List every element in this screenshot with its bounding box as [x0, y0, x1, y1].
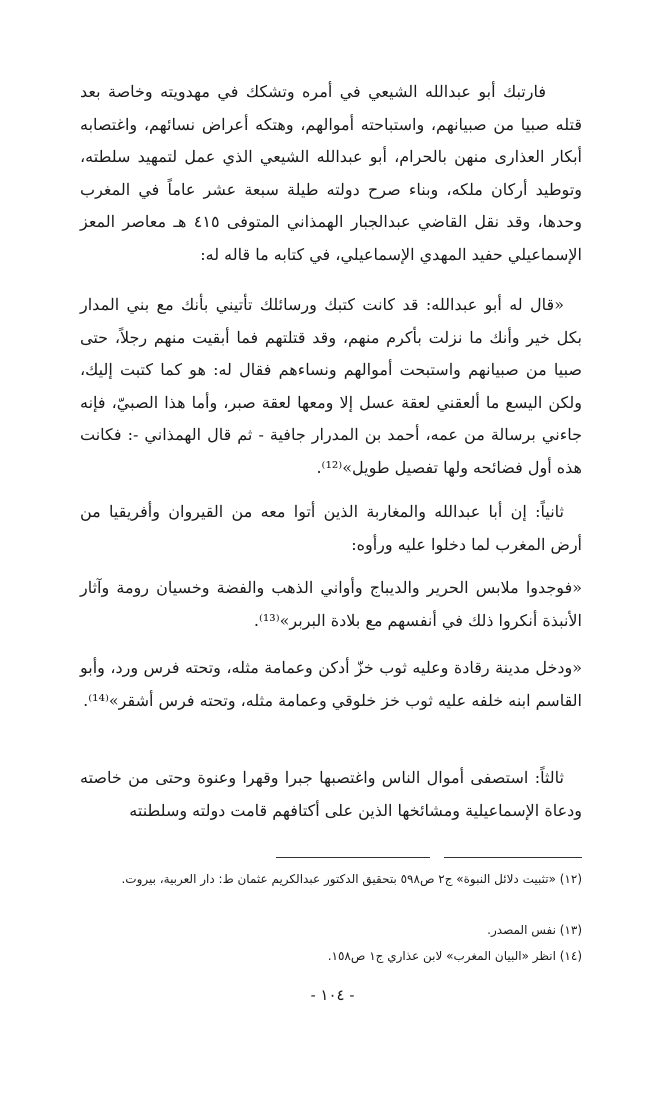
footnote-13: (١٣) نفس المصدر. — [487, 923, 582, 937]
footnote-separator-gap — [430, 854, 444, 860]
footnote-separator — [276, 857, 582, 858]
body-paragraph-5: «ودخل مدينة رقادة وعليه ثوب خزّ أدكن وعمامة مثله، وتحته فرس ورد، وأبو القاسم ابنه خلفه عليه ثوب خز خلوقي وعمامة مثله، وتحته فرس أشقر»⁽¹⁴⁾. — [80, 658, 582, 710]
footnote-12: (١٢) «تثبيت دلائل النبوة» ج٢ ص٥٩٨ بتحقيق الدكتور عبدالكريم عثمان ط: دار العربية، بيروت. — [121, 872, 582, 886]
body-paragraph-3: ثانياً: إن أبا عبدالله والمغاربة الذين أتوا معه من القيروان وأفريقيا من أرض المغرب لما دخلوا عليه ورأوه: — [80, 502, 582, 554]
body-paragraph-6: ثالثاً: استصفى أموال الناس واغتصبها جبرا وقهرا وعنوة وحتى من خاصته ودعاة الإسماعيلية ومشائخها الذين على أكتافهم قامت دولته وسلطنته — [80, 768, 582, 820]
body-paragraph-2: «قال له أبو عبدالله: قد كانت كتبك ورسائلك تأتيني بأنك مع بني المدار بكل خير وأنك ما نزلت بأكرم منهم، وقد قتلتهم فما أبقيت منهم رجلاً، حتى صبيا من صبيانهم واستبحت أموالهم ونساءهم فقال له: هو كما كتبت إليك، ولكن اليسع ما ألعقني لعقة عسل إلا ومعها لعقة صبر، وأما هذا الصبيّ، فإنه جاءني برسالة من عمه، أحمد بن المدرار جافية - ثم قال الهمذاني -: فكانت هذه أول فضائحه ولها تفصيل طويل»⁽¹²⁾. — [80, 295, 582, 477]
page-number: - ١٠٤ - — [310, 986, 355, 1004]
body-paragraph-1: فارتبك أبو عبدالله الشيعي في أمره وتشكك في مهدويته وخاصة بعد قتله صبيا من صبيانهم، واستباحته أموالهم، وهتكه أعراض نسائهم، واغتصابه أبكار العذارى منهن بالحرام، أبو عبدالله الشيعي الذي عمل لتمهيد سلطته، وتوطيد أركان ملكه، وبناء صرح دولته طيلة سبعة عشر عاماً في المغرب وحدها، وقد نقل القاضي عبدالجبار الهمذاني المتوفى ٤١٥ هـ معاصر المعز الإسماعيلي حفيد المهدي الإسماعيلي، في كتابه ما قاله له: — [80, 82, 583, 264]
footnote-14: (١٤) انظر «البيان المغرب» لابن عذاري ج١ ص١٥٨. — [327, 949, 582, 963]
body-paragraph-4: «فوجدوا ملابس الحرير والديباج وأواني الذهب والفضة وخسيان رومة وآثار الأنبذة أنكروا ذلك في أنفسهم مع بلادة البربر»⁽¹³⁾. — [80, 578, 582, 630]
